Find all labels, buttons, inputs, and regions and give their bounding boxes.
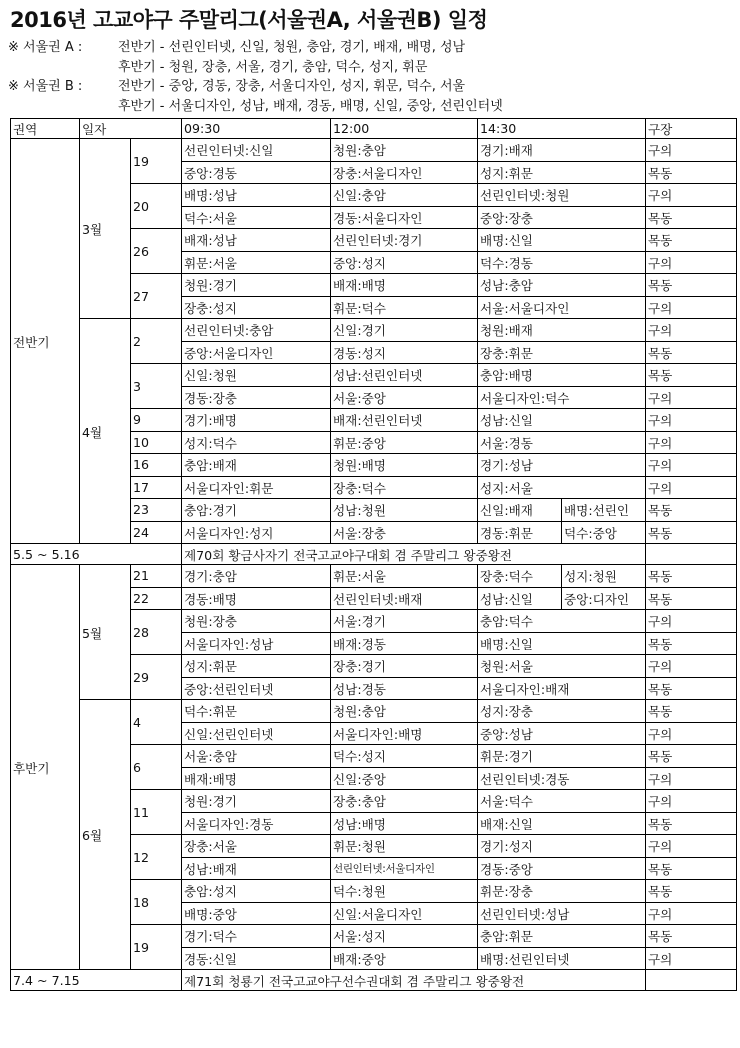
match-1200: 장충:경기 — [331, 655, 478, 678]
header-row — [11, 119, 737, 139]
match-0930: 휘문:서울 — [182, 251, 331, 274]
match-1200: 성남:청원 — [331, 499, 478, 522]
venue: 목동 — [646, 587, 737, 610]
match-1430-extra: 덕수:중앙 — [562, 521, 646, 544]
venue: 목동 — [646, 812, 737, 835]
match-1200: 청원:배명 — [331, 454, 478, 477]
match-1430: 충암:덕수 — [478, 610, 646, 633]
venue: 구의 — [646, 431, 737, 454]
month-label: 5월 — [80, 565, 131, 700]
match-0930: 충암:경기 — [182, 499, 331, 522]
match-1430: 중앙:장충 — [478, 206, 646, 229]
match-1200: 장충:서울디자인 — [331, 161, 478, 184]
match-0930: 배명:중앙 — [182, 902, 331, 925]
match-1430: 충암:휘문 — [478, 925, 646, 948]
day-label: 19 — [131, 925, 182, 970]
venue: 목동 — [646, 565, 737, 588]
venue: 구의 — [646, 476, 737, 499]
venue: 목동 — [646, 700, 737, 723]
match-1200: 신일:서울디자인 — [331, 902, 478, 925]
header-time-1: 09:30 — [182, 119, 331, 139]
match-1200: 휘문:중앙 — [331, 431, 478, 454]
day-label: 9 — [131, 409, 182, 432]
match-1430: 휘문:경기 — [478, 745, 646, 768]
match-0930: 성남:배재 — [182, 857, 331, 880]
match-1430: 서울:서울디자인 — [478, 296, 646, 319]
venue: 목동 — [646, 632, 737, 655]
match-0930: 서울디자인:성남 — [182, 632, 331, 655]
match-0930: 서울디자인:경동 — [182, 812, 331, 835]
venue: 목동 — [646, 857, 737, 880]
match-1200: 배재:선린인터넷 — [331, 409, 478, 432]
venue: 구의 — [646, 184, 737, 207]
venue: 목동 — [646, 925, 737, 948]
match-0930: 선린인터넷:신일 — [182, 139, 331, 162]
note-b-second — [8, 97, 738, 117]
match-1200: 서울:경기 — [331, 610, 478, 633]
page-title: 2016년 고교야구 주말리그(서울권A, 서울권B) 일정 — [10, 8, 488, 32]
venue: 목동 — [646, 499, 737, 522]
venue: 구의 — [646, 454, 737, 477]
venue: 목동 — [646, 745, 737, 768]
match-1430: 배재:신일 — [478, 812, 646, 835]
header — [8, 4, 738, 116]
event-row — [11, 544, 737, 565]
match-1200: 신일:경기 — [331, 319, 478, 342]
day-label: 4 — [131, 700, 182, 745]
header-time-3: 14:30 — [478, 119, 646, 139]
match-1430: 성지:장충 — [478, 700, 646, 723]
match-0930: 경동:장충 — [182, 386, 331, 409]
day-label: 17 — [131, 476, 182, 499]
venue: 목동 — [646, 161, 737, 184]
match-1430: 청원:배재 — [478, 319, 646, 342]
match-1430: 장충:휘문 — [478, 341, 646, 364]
match-1430: 충암:배명 — [478, 364, 646, 387]
venue: 구의 — [646, 902, 737, 925]
day-label: 27 — [131, 274, 182, 319]
match-1200: 청원:충암 — [331, 139, 478, 162]
venue: 목동 — [646, 229, 737, 252]
match-0930: 경기:덕수 — [182, 925, 331, 948]
day-label: 24 — [131, 521, 182, 544]
day-label: 28 — [131, 610, 182, 655]
schedule-body — [11, 119, 737, 991]
half-label: 전반기 — [11, 139, 80, 544]
match-1430-extra: 배명:선린인 — [562, 499, 646, 522]
day-label: 23 — [131, 499, 182, 522]
header-venue: 구장 — [646, 119, 737, 139]
venue: 목동 — [646, 880, 737, 903]
match-0930: 선린인터넷:충암 — [182, 319, 331, 342]
match-0930: 경기:배명 — [182, 409, 331, 432]
match-0930: 성지:휘문 — [182, 655, 331, 678]
venue: 목동 — [646, 341, 737, 364]
venue: 목동 — [646, 274, 737, 297]
match-1200: 서울디자인:배명 — [331, 722, 478, 745]
venue: 구의 — [646, 947, 737, 970]
match-1200: 배재:배명 — [331, 274, 478, 297]
day-label: 11 — [131, 790, 182, 835]
match-1430: 성지:서울 — [478, 476, 646, 499]
match-1430: 경기:배재 — [478, 139, 646, 162]
match-1430-extra: 중앙:디자인 — [562, 587, 646, 610]
event-venue-empty — [646, 970, 737, 991]
venue: 구의 — [646, 296, 737, 319]
match-0930: 경동:신일 — [182, 947, 331, 970]
venue: 구의 — [646, 835, 737, 858]
note-b-second-text: 후반기 - 서울디자인, 성남, 배재, 경동, 배명, 신일, 중앙, 선린인터넷 — [118, 98, 503, 114]
match-1430: 성지:휘문 — [478, 161, 646, 184]
match-0930: 경동:배명 — [182, 587, 331, 610]
note-a-first — [8, 38, 738, 58]
match-1430: 서울:덕수 — [478, 790, 646, 813]
match-0930: 청원:장충 — [182, 610, 331, 633]
month-label: 6월 — [80, 700, 131, 970]
day-label: 21 — [131, 565, 182, 588]
half-label: 후반기 — [11, 565, 80, 970]
event-period: 7.4 ~ 7.15 — [11, 970, 182, 991]
match-1430: 성남:충암 — [478, 274, 646, 297]
table-row — [11, 700, 737, 723]
venue: 구의 — [646, 319, 737, 342]
match-1200: 경동:성지 — [331, 341, 478, 364]
note-b-first — [8, 77, 738, 97]
venue: 구의 — [646, 139, 737, 162]
match-1430: 경동:휘문 — [478, 521, 562, 544]
match-1200: 성남:배명 — [331, 812, 478, 835]
match-0930: 신일:청원 — [182, 364, 331, 387]
venue: 목동 — [646, 677, 737, 700]
match-0930: 신일:선린인터넷 — [182, 722, 331, 745]
venue: 구의 — [646, 251, 737, 274]
match-0930: 청원:경기 — [182, 274, 331, 297]
match-1200: 배재:경동 — [331, 632, 478, 655]
table-row — [11, 139, 737, 162]
match-1430: 배명:선린인터넷 — [478, 947, 646, 970]
match-1430: 배명:신일 — [478, 229, 646, 252]
venue: 구의 — [646, 610, 737, 633]
day-label: 22 — [131, 587, 182, 610]
match-0930: 성지:덕수 — [182, 431, 331, 454]
day-label: 12 — [131, 835, 182, 880]
match-1200: 서울:성지 — [331, 925, 478, 948]
venue: 구의 — [646, 386, 737, 409]
match-1200: 청원:충암 — [331, 700, 478, 723]
day-label: 6 — [131, 745, 182, 790]
match-1200: 덕수:성지 — [331, 745, 478, 768]
match-1200: 성남:선린인터넷 — [331, 364, 478, 387]
match-1430: 서울디자인:덕수 — [478, 386, 646, 409]
match-1200: 장충:덕수 — [331, 476, 478, 499]
month-label: 4월 — [80, 319, 131, 544]
match-1200: 경동:서울디자인 — [331, 206, 478, 229]
venue: 목동 — [646, 521, 737, 544]
note-a-prefix: ※ 서울권 A : — [8, 40, 83, 55]
day-label: 18 — [131, 880, 182, 925]
match-1200: 신일:충암 — [331, 184, 478, 207]
match-1200: 신일:중앙 — [331, 767, 478, 790]
match-1430: 경기:성남 — [478, 454, 646, 477]
match-1430-extra: 성지:청원 — [562, 565, 646, 588]
event-period: 5.5 ~ 5.16 — [11, 544, 182, 565]
match-1430: 신일:배재 — [478, 499, 562, 522]
schedule-table — [10, 118, 737, 991]
venue: 목동 — [646, 206, 737, 229]
match-1430: 장충:덕수 — [478, 565, 562, 588]
match-1200: 장충:충암 — [331, 790, 478, 813]
match-1200: 휘문:서울 — [331, 565, 478, 588]
match-0930: 충암:성지 — [182, 880, 331, 903]
match-0930: 덕수:휘문 — [182, 700, 331, 723]
event-venue-empty — [646, 544, 737, 565]
match-0930: 장충:성지 — [182, 296, 331, 319]
match-0930: 충암:배재 — [182, 454, 331, 477]
match-1430: 성남:신일 — [478, 587, 562, 610]
day-label: 20 — [131, 184, 182, 229]
day-label: 3 — [131, 364, 182, 409]
day-label: 10 — [131, 431, 182, 454]
match-0930: 배재:성남 — [182, 229, 331, 252]
match-0930: 중앙:경동 — [182, 161, 331, 184]
day-label: 16 — [131, 454, 182, 477]
note-a-second-text: 후반기 - 청원, 장충, 서울, 경기, 충암, 덕수, 성지, 휘문 — [118, 59, 428, 75]
match-1430: 청원:서울 — [478, 655, 646, 678]
match-1430: 서울디자인:배재 — [478, 677, 646, 700]
match-1430: 서울:경동 — [478, 431, 646, 454]
match-0930: 서울:충암 — [182, 745, 331, 768]
header-region: 권역 — [11, 119, 80, 139]
match-1430: 선린인터넷:청원 — [478, 184, 646, 207]
note-a-second — [8, 58, 738, 78]
header-time-2: 12:00 — [331, 119, 478, 139]
match-0930: 중앙:선린인터넷 — [182, 677, 331, 700]
match-1200: 선린인터넷:배재 — [331, 587, 478, 610]
match-0930: 장충:서울 — [182, 835, 331, 858]
match-0930: 중앙:서울디자인 — [182, 341, 331, 364]
venue: 구의 — [646, 767, 737, 790]
day-label: 19 — [131, 139, 182, 184]
match-1430: 휘문:장충 — [478, 880, 646, 903]
header-date: 일자 — [80, 119, 182, 139]
match-1430: 선린인터넷:경동 — [478, 767, 646, 790]
event-name: 제71회 청룡기 전국고교야구선수권대회 겸 주말리그 왕중왕전 — [182, 970, 646, 991]
note-b-prefix: ※ 서울권 B : — [8, 79, 83, 94]
match-1430: 경기:성지 — [478, 835, 646, 858]
match-1200: 배재:중앙 — [331, 947, 478, 970]
table-row — [11, 565, 737, 588]
match-1430: 선린인터넷:성남 — [478, 902, 646, 925]
match-1430: 성남:신일 — [478, 409, 646, 432]
match-1430: 경동:중앙 — [478, 857, 646, 880]
event-row — [11, 970, 737, 991]
match-0930: 배명:성남 — [182, 184, 331, 207]
match-0930: 서울디자인:성지 — [182, 521, 331, 544]
venue: 목동 — [646, 364, 737, 387]
match-0930: 청원:경기 — [182, 790, 331, 813]
match-0930: 경기:충암 — [182, 565, 331, 588]
match-1200: 선린인터넷:서울디자인 — [331, 857, 478, 880]
venue: 구의 — [646, 722, 737, 745]
day-label: 2 — [131, 319, 182, 364]
match-1200: 중앙:성지 — [331, 251, 478, 274]
day-label: 29 — [131, 655, 182, 700]
venue: 구의 — [646, 409, 737, 432]
event-name: 제70회 황금사자기 전국고교야구대회 겸 주말리그 왕중왕전 — [182, 544, 646, 565]
day-label: 26 — [131, 229, 182, 274]
match-0930: 서울디자인:휘문 — [182, 476, 331, 499]
match-1200: 서울:장충 — [331, 521, 478, 544]
match-1200: 휘문:덕수 — [331, 296, 478, 319]
match-0930: 배재:배명 — [182, 767, 331, 790]
match-1200: 덕수:청원 — [331, 880, 478, 903]
match-1200: 성남:경동 — [331, 677, 478, 700]
table-row — [11, 319, 737, 342]
note-b-first-text: 전반기 - 중앙, 경동, 장충, 서울디자인, 성지, 휘문, 덕수, 서울 — [118, 79, 466, 94]
venue: 구의 — [646, 655, 737, 678]
match-1430: 중앙:성남 — [478, 722, 646, 745]
match-0930: 덕수:서울 — [182, 206, 331, 229]
venue: 구의 — [646, 790, 737, 813]
match-1200: 선린인터넷:경기 — [331, 229, 478, 252]
month-label: 3월 — [80, 139, 131, 319]
note-a-first-text: 전반기 - 선린인터넷, 신일, 청원, 충암, 경기, 배재, 배명, 성남 — [118, 40, 466, 55]
match-1200: 서울:중앙 — [331, 386, 478, 409]
match-1430: 덕수:경동 — [478, 251, 646, 274]
match-1430: 배명:신일 — [478, 632, 646, 655]
match-1200: 휘문:청원 — [331, 835, 478, 858]
